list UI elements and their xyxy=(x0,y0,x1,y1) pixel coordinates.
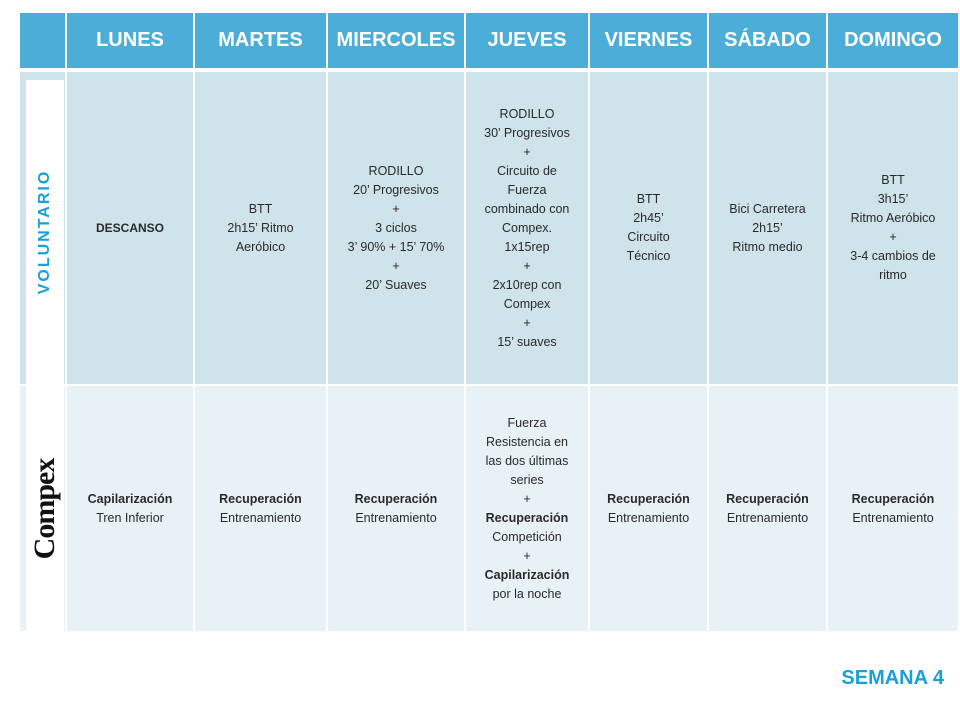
cell-text: Ritmo medio xyxy=(732,239,803,254)
cell-text: las dos últimas xyxy=(485,453,569,468)
cell-text: Capilarización xyxy=(484,567,570,582)
cell-miercoles-voluntario xyxy=(328,72,464,384)
cell-text: + xyxy=(523,315,531,330)
cell-text: combinado con xyxy=(484,201,570,216)
cell-text: Recuperación xyxy=(219,491,302,506)
cell-text: Recuperación xyxy=(485,510,569,525)
cell-text: series xyxy=(510,472,544,487)
cell-text: 2h45’ xyxy=(633,211,664,225)
cell-text: 15’ suaves xyxy=(497,334,557,349)
cell-text: Bici Carretera xyxy=(729,201,806,216)
cell-text: Resistencia en xyxy=(486,434,568,449)
cell-text: Circuito xyxy=(627,230,670,244)
cell-sabado-compex xyxy=(709,386,826,631)
header-sabado: SÁBADO xyxy=(709,13,826,68)
cell-text: Entrenamiento xyxy=(355,510,437,525)
cell-text: + xyxy=(392,201,400,216)
cell-text: + xyxy=(523,491,531,506)
cell-text: 2h15’ Ritmo xyxy=(227,220,294,235)
cell-lunes-compex xyxy=(67,386,193,631)
cell-text: 3 ciclos xyxy=(375,220,417,235)
cell-text: DESCANSO xyxy=(95,220,164,235)
cell-text: Recuperación xyxy=(354,491,438,506)
cell-martes-voluntario xyxy=(195,72,326,384)
cell-text: Recuperación xyxy=(851,491,935,506)
cell-text: 20’ Suaves xyxy=(365,277,427,292)
side-column-row1 xyxy=(20,72,65,384)
cell-text: Compex xyxy=(503,296,551,311)
compex-logo-box xyxy=(26,386,64,631)
cell-text: 2h15’ xyxy=(752,220,783,235)
cell-viernes-compex xyxy=(590,386,707,631)
header-lunes: LUNES xyxy=(67,13,193,68)
cell-text: Tren Inferior xyxy=(96,510,164,525)
cell-text: + xyxy=(523,548,531,563)
cell-text: 30’ Progresivos xyxy=(484,125,570,140)
cell-text: 2x10rep con xyxy=(492,277,562,292)
cell-text: + xyxy=(889,230,897,244)
header-martes: MARTES xyxy=(195,13,326,68)
cell-text: 3’ 90% + 15’ 70% xyxy=(347,239,445,254)
cell-text: + xyxy=(523,144,531,159)
cell-text: Entrenamiento xyxy=(726,510,809,525)
header-miercoles: MIERCOLES xyxy=(328,13,464,68)
header-corner xyxy=(20,13,65,68)
cell-text: 3h15’ xyxy=(877,192,909,206)
cell-domingo-voluntario xyxy=(828,72,958,384)
cell-text: Circuito de xyxy=(497,163,557,178)
cell-text: BTT xyxy=(881,173,905,187)
cell-text: 20’ Progresivos xyxy=(353,182,439,197)
cell-text: Técnico xyxy=(626,249,671,263)
cell-text: RODILLO xyxy=(499,106,555,121)
header-viernes: VIERNES xyxy=(590,13,707,68)
cell-text: ritmo xyxy=(879,268,907,282)
cell-martes-compex xyxy=(195,386,326,631)
cell-text: 3-4 cambios de xyxy=(850,249,936,263)
cell-lunes-voluntario xyxy=(67,72,193,384)
cell-text: Fuerza xyxy=(507,415,547,430)
training-schedule-table xyxy=(20,13,958,631)
header-domingo: DOMINGO xyxy=(828,13,958,68)
voluntario-label-box xyxy=(26,80,64,384)
week-label: SEMANA 4 xyxy=(841,667,944,689)
cell-jueves-voluntario xyxy=(466,72,588,384)
side-column-row2 xyxy=(20,386,65,631)
cell-jueves-compex xyxy=(466,386,588,631)
cell-text: RODILLO xyxy=(368,163,424,178)
compex-logo: Compex xyxy=(28,458,61,559)
cell-text: BTT xyxy=(248,201,273,216)
voluntario-label: VOLUNTARIO xyxy=(36,169,53,295)
header-jueves: JUEVES xyxy=(466,13,588,68)
cell-text: por la noche xyxy=(492,586,562,601)
cell-text: BTT xyxy=(636,192,661,206)
cell-text: Fuerza xyxy=(507,182,547,197)
cell-viernes-voluntario xyxy=(590,72,707,384)
cell-text: Capilarización xyxy=(87,491,173,506)
cell-text: Aeróbico xyxy=(235,239,286,254)
cell-text: 1x15rep xyxy=(504,239,550,254)
cell-text: + xyxy=(392,258,400,273)
cell-text: Competición xyxy=(492,529,562,544)
cell-miercoles-compex xyxy=(328,386,464,631)
cell-domingo-compex xyxy=(828,386,958,631)
cell-text: Ritmo Aeróbico xyxy=(850,211,936,225)
cell-text: Entrenamiento xyxy=(219,510,302,525)
cell-text: Entrenamiento xyxy=(852,510,934,525)
cell-text: Recuperación xyxy=(726,491,809,506)
cell-sabado-voluntario xyxy=(709,72,826,384)
cell-text: Compex. xyxy=(501,220,553,235)
cell-text: Entrenamiento xyxy=(607,510,690,525)
cell-text: + xyxy=(523,258,531,273)
cell-text: Recuperación xyxy=(607,491,690,506)
